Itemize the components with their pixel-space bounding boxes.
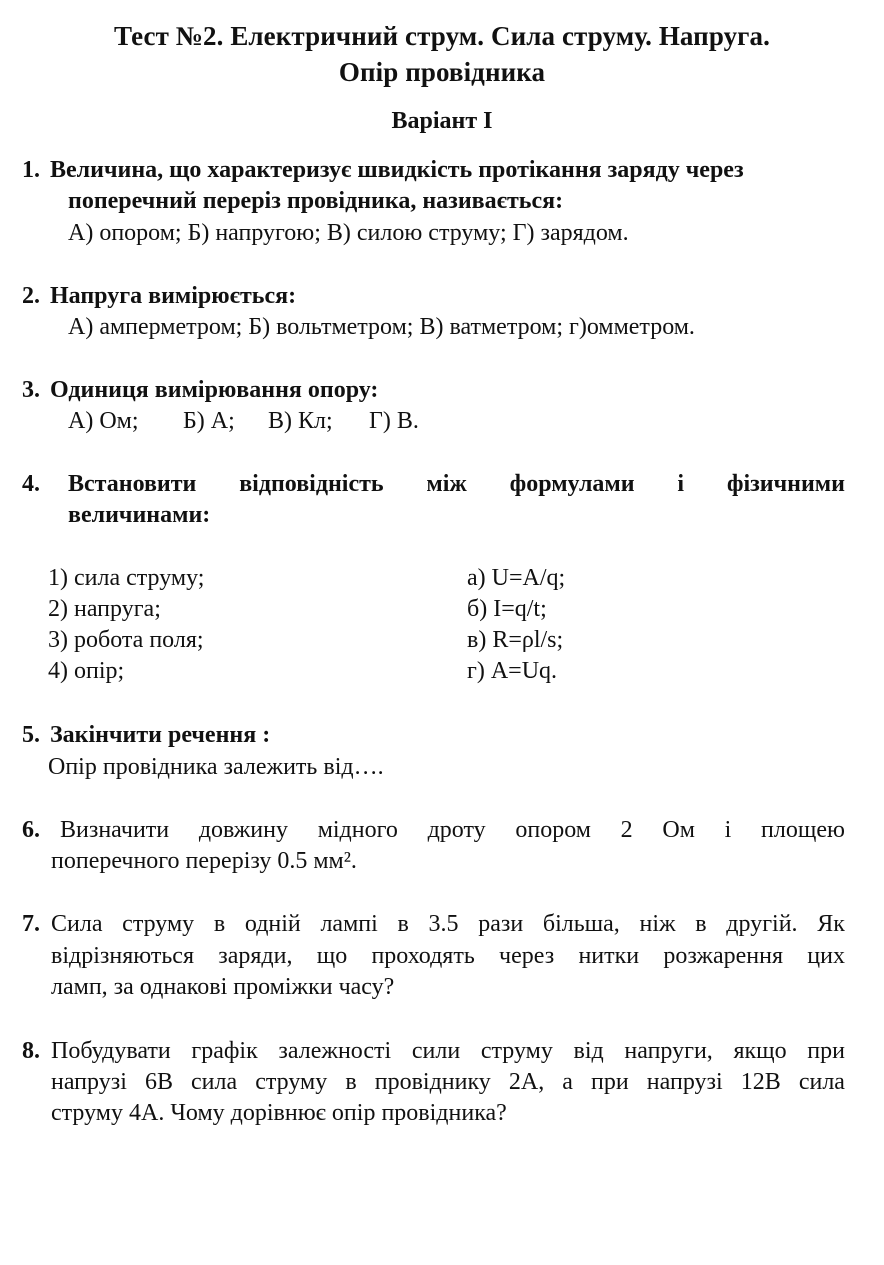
q5-text: Закінчити речення : [50,722,271,748]
q7-word: цих [807,943,845,969]
q3-answer-b: Б) А; [183,408,235,434]
q6-word: і [724,817,732,843]
q6-word: мідного [317,817,398,843]
q7-line3: ламп, за однакові проміжки часу? [51,974,395,1000]
q4-left-item: 1) сила струму; [48,565,205,591]
q3-answer-c: В) Кл; [268,408,333,434]
q4-left-item: 4) опір; [48,658,125,684]
q8-word: струму [480,1038,553,1064]
q6-number: 6. [22,817,40,843]
q8-word: струму [255,1069,328,1095]
q4-right-item: в) R=ρl/s; [467,627,564,653]
q4-right-item: г) A=Uq. [467,658,558,684]
q7-word: рази [478,911,524,937]
q4-word: і [677,471,685,497]
q3-answer-d: Г) В. [369,408,419,434]
q8-word: при [591,1069,629,1095]
q7-number: 7. [22,911,40,937]
q7-word: заряди, [218,943,293,969]
q7-word: другій. [726,911,798,937]
q8-word: напрузі [51,1069,127,1095]
q1-text-line2: поперечний переріз провідника, називається: [68,188,564,214]
q8-word: а [562,1069,573,1095]
q1-text-line1: Величина, що характеризує швидкість протікання заряду через [50,157,744,183]
q8-word: провіднику [374,1069,491,1095]
q6-line1 [60,815,845,845]
q7-word: нитки [578,943,640,969]
q4-right-item: а) U=A/q; [467,565,566,591]
q2-number: 2. [22,283,40,309]
q3-number: 3. [22,377,40,403]
q7-word: Сила [51,911,103,937]
q1-answers: А) опором; Б) напругою; В) силою струму; Г) зарядом. [68,220,629,246]
q8-word: сила [798,1069,845,1095]
q7-word: проходять [371,943,475,969]
q7-word: в [213,911,226,937]
q8-word: 6В [144,1069,173,1095]
q7-word: струму [122,911,195,937]
q7-word: ніж [639,911,676,937]
q7-word: відрізняються [51,943,194,969]
q5-body: Опір провідника залежить від…. [48,754,384,780]
q6-word: Визначити [60,817,170,843]
q8-word: при [807,1038,845,1064]
q7-word: 3.5 [428,911,459,937]
q4-word: фізичними [726,471,845,497]
q4-left-item: 3) робота поля; [48,627,204,653]
q8-line2 [51,1067,845,1097]
q8-word: сили [411,1038,461,1064]
q4-number: 4. [22,471,40,497]
q6-word: Ом [662,817,695,843]
q4-text-line1 [68,469,845,499]
q7-word: лампі [320,911,378,937]
q8-word: сила [191,1069,238,1095]
q6-word: 2 [620,817,633,843]
page-title-line1: Тест №2. Електричний струм. Сила струму. Напруга. [114,21,770,51]
q8-word: в [345,1069,357,1095]
q4-word: відповідність [239,471,384,497]
q7-word: більша, [542,911,620,937]
q8-word: напрузі [646,1069,723,1095]
q8-word: залежності [278,1038,392,1064]
q4-text-line2: величинами: [68,502,211,528]
q4-right-item: б) I=q/t; [467,596,547,622]
q8-line3: струму 4А. Чому дорівнює опір провідника? [51,1100,507,1126]
page-title-line2: Опір провідника [338,57,546,87]
q4-word: формулами [509,471,635,497]
q8-word: 2А, [508,1069,545,1095]
q5-number: 5. [22,722,40,748]
q4-left-item: 2) напруга; [48,596,161,622]
q7-word: через [499,943,555,969]
q4-word: Встановити [68,471,197,497]
q6-word: довжину [198,817,288,843]
q7-word: Як [817,911,845,937]
q3-answer-a: А) Ом; [68,408,139,434]
q7-word: в [695,911,707,937]
q8-line1 [51,1036,845,1066]
q8-word: напруги, [624,1038,713,1064]
q6-line2: поперечного перерізу 0.5 мм². [51,848,357,874]
q8-word: Побудувати [51,1038,171,1064]
q6-word: площею [761,817,845,843]
q4-word: між [426,471,467,497]
q2-answers: А) амперметром; Б) вольтметром; В) ватметром; г)омметром. [68,314,695,340]
q7-word: що [316,943,348,969]
q8-word: графік [191,1038,258,1064]
q8-word: від [573,1038,604,1064]
q8-word: 12В [740,1069,781,1095]
q6-word: опором [515,817,591,843]
q3-text: Одиниця вимірювання опору: [50,377,379,403]
q2-text: Напруга вимірюється: [50,283,297,309]
q8-number: 8. [22,1038,40,1064]
q7-word: одній [244,911,301,937]
q6-word: дроту [427,817,486,843]
q7-word: в [397,911,409,937]
variant-heading: Варіант І [391,108,493,134]
q7-line1 [51,909,845,939]
q7-line2 [51,941,845,971]
q1-number: 1. [22,157,40,183]
q8-word: якщо [733,1038,787,1064]
q7-word: розжарення [663,943,784,969]
